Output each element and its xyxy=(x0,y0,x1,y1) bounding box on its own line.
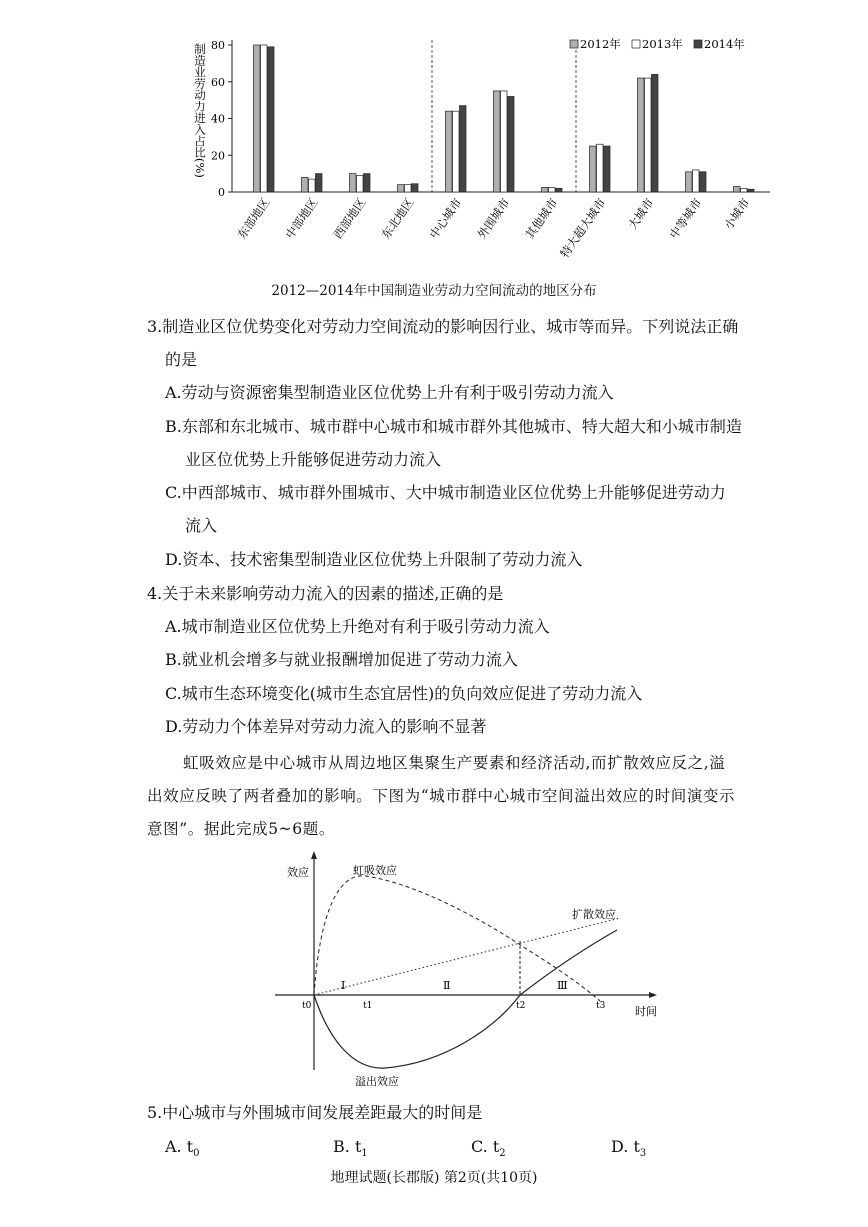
intro-line-1: 虹吸效应是中心城市从周边地区集聚生产要素和经济活动,而扩散效应反之,溢 xyxy=(183,754,726,772)
legend-label: 2012年 xyxy=(580,37,621,51)
bar xyxy=(316,174,323,192)
effect-axis-label: 效应 xyxy=(287,866,309,879)
category-label: 外围城市 xyxy=(474,195,513,242)
question-3-stem-line-1: 3.制造业区位优势变化对劳动力空间流动的影响因行业、城市等而异。下列说法正确 xyxy=(147,317,739,336)
category-label: 中部地区 xyxy=(282,195,321,242)
bar xyxy=(741,188,748,192)
bar xyxy=(309,179,316,192)
spillover-effect-diagram xyxy=(265,848,665,1093)
question-4-option-d: D.劳动力个体差异对劳动力流入的影响不显著 xyxy=(165,717,487,736)
bar xyxy=(501,91,508,192)
category-label: 东部地区 xyxy=(234,195,273,242)
bar xyxy=(693,170,700,192)
question-3-option-a: A.劳动与资源密集型制造业区位优势上升有利于吸引劳动力流入 xyxy=(165,383,614,402)
stage-label-2: Ⅱ xyxy=(443,979,451,992)
question-3-option-b-line-2: 业区位优势上升能够促进劳动力流入 xyxy=(185,450,442,469)
y-tick-label: 0 xyxy=(218,186,225,199)
question-5-option-b: B. $t_1$ xyxy=(333,1137,368,1160)
bar xyxy=(494,91,501,192)
time-label-t1: t1 xyxy=(363,1001,373,1011)
question-3-option-b-line-1: B.东部和东北城市、城市群中心城市和城市群外其他城市、特大超大和小城市制造 xyxy=(165,417,742,436)
question-5-option-a: A. $t_0$ xyxy=(165,1137,200,1160)
bar xyxy=(453,111,460,192)
question-5-stem: 5.中心城市与外围城市间发展差距最大的时间是 xyxy=(147,1103,483,1122)
bar xyxy=(446,111,453,192)
bar xyxy=(542,187,549,192)
question-4-stem: 4.关于未来影响劳动力流入的因素的描述,正确的是 xyxy=(147,584,504,603)
bar xyxy=(350,174,357,192)
spillover-effect-curve xyxy=(314,930,617,1068)
question-3-option-c-line-2: 流入 xyxy=(185,516,218,535)
bar xyxy=(302,177,309,192)
category-label: 中等城市 xyxy=(666,195,705,242)
bar xyxy=(254,45,261,192)
question-5-option-c: C. $t_2$ xyxy=(471,1137,506,1160)
question-3-stem-line-2: 的是 xyxy=(165,350,198,369)
question-4-option-c: C.城市生态环境变化(城市生态宜居性)的负向效应促进了劳动力流入 xyxy=(165,684,643,703)
bar xyxy=(364,174,371,192)
bar xyxy=(638,78,645,192)
bar xyxy=(748,189,755,192)
question-4-option-b: B.就业机会增多与就业报酬增加促进了劳动力流入 xyxy=(165,650,518,669)
siphon-effect-label: 虹吸效应 xyxy=(353,864,397,877)
bar xyxy=(645,78,652,192)
diffusion-effect-label: 扩散效应 xyxy=(572,908,616,921)
category-label: 东北地区 xyxy=(378,195,417,242)
bar xyxy=(734,186,741,192)
bar xyxy=(412,184,419,192)
spillover-effect-label: 溢出效应 xyxy=(355,1075,399,1088)
bar xyxy=(357,175,364,192)
bar xyxy=(597,144,604,192)
bar xyxy=(652,74,659,192)
bar xyxy=(590,146,597,192)
category-label: 西部地区 xyxy=(330,195,369,242)
intro-line-2: 出效应反映了两者叠加的影响。下图为“城市群中心城市空间溢出效应的时间演变示 xyxy=(147,787,736,805)
bar xyxy=(549,187,556,192)
question-3-option-c-line-1: C.中西部城市、城市群外围城市、大中城市制造业区位优势上升能够促进劳动力 xyxy=(165,483,726,502)
chart-caption: 2012—2014年中国制造业劳动力空间流动的地区分布 xyxy=(271,283,597,299)
bar xyxy=(268,47,275,192)
category-label: 大城市 xyxy=(625,195,657,232)
stage-label-3: Ⅲ xyxy=(557,979,568,992)
bar xyxy=(604,146,611,192)
time-label-t0: t0 xyxy=(302,1001,312,1011)
bar xyxy=(556,188,563,192)
question-4-option-a: A.城市制造业区位优势上升绝对有利于吸引劳动力流入 xyxy=(165,617,550,636)
question-3-option-d: D.资本、技术密集型制造业区位优势上升限制了劳动力流入 xyxy=(165,550,583,569)
category-label: 其他城市 xyxy=(522,195,561,242)
y-tick-label: 80 xyxy=(211,39,225,52)
category-label: 特大超大城市 xyxy=(557,195,609,261)
category-label: 小城市 xyxy=(721,195,753,232)
time-axis-label: 时间 xyxy=(635,1005,657,1018)
question-5-option-d: D. $t_3$ xyxy=(611,1137,647,1160)
bar xyxy=(398,185,405,192)
bar xyxy=(460,106,467,192)
labor-flow-bar-chart xyxy=(190,30,780,270)
legend-swatch xyxy=(694,40,702,48)
bar xyxy=(405,185,412,192)
stage-label-1: Ⅰ xyxy=(341,979,346,992)
bar xyxy=(686,172,693,192)
page-footer: 地理试题(长郡版) 第2页(共10页) xyxy=(330,1170,538,1186)
legend-swatch xyxy=(632,40,640,48)
intro-line-3: 意图”。据此完成5~6题。 xyxy=(147,820,335,838)
time-label-t3: t3 xyxy=(596,1001,606,1011)
bar xyxy=(261,45,268,192)
legend-label: 2013年 xyxy=(642,37,683,51)
y-axis-label: 制造业劳动力进入占比(%) xyxy=(193,43,207,178)
y-tick-label: 40 xyxy=(211,112,225,126)
y-tick-label: 20 xyxy=(211,149,225,163)
category-label: 中心城市 xyxy=(426,195,465,242)
bar xyxy=(700,172,707,192)
legend-label: 2014年 xyxy=(704,37,745,51)
legend-swatch xyxy=(570,40,578,48)
time-label-t2: t2 xyxy=(516,1001,526,1011)
y-tick-label: 60 xyxy=(211,75,225,89)
bar xyxy=(508,96,515,192)
